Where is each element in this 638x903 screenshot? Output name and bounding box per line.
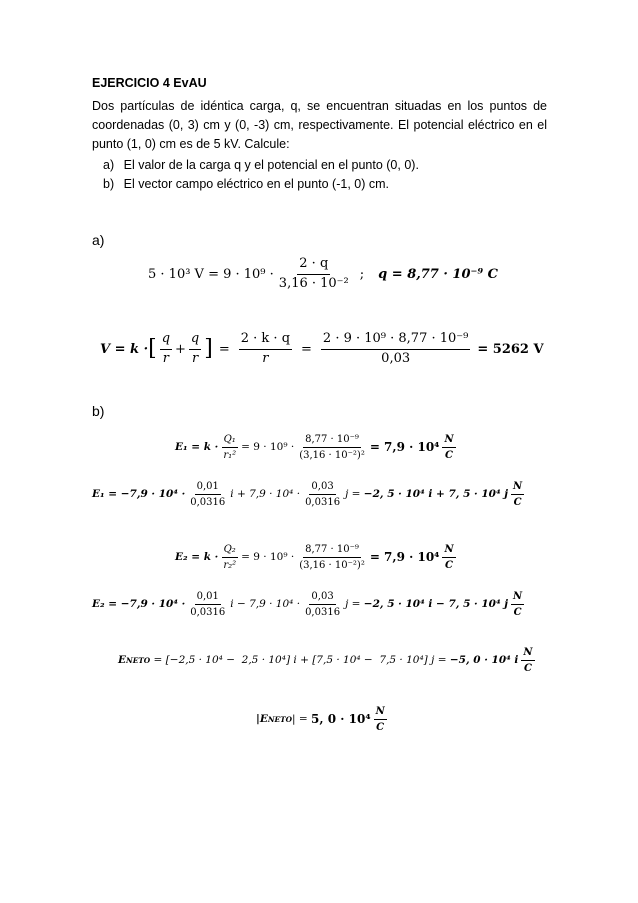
eq-e2v-unit-num: N <box>511 591 524 605</box>
eq-mod-result: 5, 0 · 10⁴ <box>311 712 371 726</box>
eq-e2-frac1-den: r₂² <box>223 559 237 571</box>
eq-e2-frac1-num: Q₂ <box>222 544 238 558</box>
eq-mod-lhs: |E <box>256 713 268 725</box>
intro-line-3: punto (1, 0) cm es de 5 kV. Calcule: <box>92 137 290 151</box>
eq-a2-frac4-den: 0,03 <box>381 350 411 366</box>
eq-e2-unit-num: N <box>442 544 455 558</box>
eq-e2v-frac2 <box>303 591 342 618</box>
eq-a2-frac1-num: q <box>160 332 172 349</box>
eq-e2v-frac1-den: 0,0316 <box>190 606 226 618</box>
eq-e1v-frac1 <box>188 481 227 508</box>
eq-neto-sub: NETO <box>126 655 151 665</box>
eq-e2-result: = 7,9 · 10⁴ <box>369 550 440 564</box>
eq-neto-unit <box>521 647 534 674</box>
eq-a2-frac1-den: r <box>162 350 169 366</box>
eq-e2-frac1 <box>221 544 238 571</box>
eq-e2v-lhs: E₂ = −7,9 · 10⁴ · <box>92 598 186 610</box>
eq-a2-frac4 <box>321 332 470 366</box>
eq-a2-frac2-den: r <box>191 350 199 366</box>
eq-a2-frac3-den: r <box>262 350 269 366</box>
eq-a2-frac3-num: 2 · k · q <box>239 332 292 349</box>
intro-line-2: coordenadas (0, 3) cm y (0, -3) cm, respectivamente. El potencial eléctrico en el <box>92 118 547 132</box>
question-a <box>103 158 419 172</box>
equation-charge <box>148 255 498 293</box>
eq-e2v-frac1 <box>188 591 227 618</box>
eq-neto-lhs: E <box>118 654 127 666</box>
equals-sign: = <box>218 341 230 357</box>
eq-e2-frac2-den: (3,16 · 10⁻²)² <box>299 559 365 571</box>
eq-e2v-unit <box>511 591 524 618</box>
question-a-text: El valor de la carga q y el potencial en el punto (0, 0). <box>123 158 419 172</box>
eq-a2-v: V = k · <box>100 341 149 357</box>
eq-e2v-end: j = <box>345 598 364 610</box>
eq-a2-frac2-num: q <box>189 332 201 349</box>
section-a-heading: a) <box>92 232 105 248</box>
eq-e1-unit-den: C <box>445 449 453 461</box>
equals-sign: = <box>301 341 312 357</box>
eq-e1-frac1-num: Q₁ <box>222 434 238 448</box>
eq-e2-unit <box>442 544 455 571</box>
eq-a1-num: 2 · q <box>297 257 330 274</box>
equation-modulus <box>256 702 390 736</box>
equation-e-neto <box>118 645 538 675</box>
eq-e1v-unit-den: C <box>513 496 522 508</box>
eq-e1v-frac1-num: 0,01 <box>195 481 221 495</box>
eq-e1v-mid: i + 7,9 · 10⁴ · <box>230 488 301 500</box>
intro-line-1: Dos partículas de idéntica carga, q, se encuentran situadas en los puntos de <box>92 99 547 113</box>
eq-e2-unit-den: C <box>445 559 453 571</box>
eq-e1-unit <box>442 434 455 461</box>
eq-e1-lhs: E₁ = k · <box>175 441 219 453</box>
bracket-close: ] <box>204 336 213 361</box>
eq-e1v-frac2 <box>303 481 342 508</box>
bracket-open: [ <box>148 336 157 361</box>
question-a-label: a) <box>103 158 115 172</box>
eq-mod-sub: NETO <box>267 714 293 724</box>
eq-a1-den: 3,16 · 10⁻² <box>278 275 349 291</box>
eq-e1v-frac2-num: 0,03 <box>309 481 335 495</box>
eq-e1-frac1 <box>221 434 238 461</box>
eq-e1v-frac1-den: 0,0316 <box>190 496 226 508</box>
equation-e2-vector <box>92 585 527 623</box>
section-b-heading: b) <box>92 403 105 419</box>
eq-neto-result: −5, 0 · 10⁴ i <box>449 654 519 666</box>
eq-neto-unit-num: N <box>521 647 534 661</box>
eq-e2v-result: −2, 5 · 10⁴ i − 7, 5 · 10⁴ j <box>363 598 509 610</box>
eq-a1-separator: ; <box>359 266 365 282</box>
eq-e1v-frac2-den: 0,0316 <box>305 496 341 508</box>
eq-e1-frac2-num: 8,77 · 10⁻⁹ <box>303 434 361 448</box>
eq-neto-body: = [−2,5 · 10⁴ − 2,5 · 10⁴] i + [7,5 · 10⁴ − 7,5 · 10⁴] j = <box>150 654 450 666</box>
eq-e1v-unit-num: N <box>511 481 524 495</box>
eq-mod-unit <box>374 706 387 733</box>
eq-e2v-frac2-den: 0,0316 <box>305 606 341 618</box>
eq-neto-unit-den: C <box>523 662 532 674</box>
eq-a2-frac4-num: 2 · 9 · 10⁹ · 8,77 · 10⁻⁹ <box>321 332 470 349</box>
eq-e2-frac2-num: 8,77 · 10⁻⁹ <box>303 544 361 558</box>
eq-e1-frac2 <box>297 434 367 461</box>
eq-e1-unit-num: N <box>442 434 455 448</box>
eq-e1v-lhs: E₁ = −7,9 · 10⁴ · <box>92 488 186 500</box>
eq-mod-unit-num: N <box>374 706 387 720</box>
eq-e1-mid: = 9 · 10⁹ · <box>241 441 295 453</box>
question-b-text: El vector campo eléctrico en el punto (-1, 0) cm. <box>123 177 389 191</box>
eq-e2v-frac2-num: 0,03 <box>309 591 335 605</box>
eq-e2-lhs: E₂ = k · <box>175 551 219 563</box>
eq-e1v-end: j = <box>345 488 364 500</box>
eq-a1-lhs: 5 · 10³ V = 9 · 10⁹ · <box>148 266 274 282</box>
eq-a2-frac3 <box>239 332 292 366</box>
eq-e2-mid: = 9 · 10⁹ · <box>241 551 295 563</box>
eq-a1-fraction <box>277 257 351 291</box>
equation-e2-magnitude <box>175 538 459 576</box>
eq-e1-result: = 7,9 · 10⁴ <box>369 440 440 454</box>
equation-e1-vector <box>92 475 527 513</box>
equation-potential <box>100 329 544 369</box>
eq-e2v-frac1-num: 0,01 <box>195 591 221 605</box>
eq-e1v-result: −2, 5 · 10⁴ i + 7, 5 · 10⁴ j <box>363 488 509 500</box>
eq-a2-frac2 <box>189 332 201 366</box>
exercise-title: EJERCICIO 4 EvAU <box>92 76 207 90</box>
eq-e2-frac2 <box>297 544 367 571</box>
eq-mod-mid: | = <box>292 713 312 725</box>
eq-mod-unit-den: C <box>376 721 385 733</box>
eq-a1-result: q = 8,77 · 10⁻⁹ C <box>378 266 498 282</box>
eq-e2v-unit-den: C <box>513 606 522 618</box>
eq-e1-frac1-den: r₁² <box>223 449 237 461</box>
eq-e2v-mid: i − 7,9 · 10⁴ · <box>230 598 301 610</box>
eq-a2-frac1 <box>160 332 172 366</box>
question-b-label: b) <box>103 177 115 191</box>
eq-a2-result: = 5262 V <box>477 341 544 357</box>
question-b <box>103 177 389 191</box>
plus-sign: + <box>175 341 186 357</box>
eq-e1-frac2-den: (3,16 · 10⁻²)² <box>299 449 365 461</box>
eq-e1v-unit <box>511 481 524 508</box>
equation-e1-magnitude <box>175 428 459 466</box>
